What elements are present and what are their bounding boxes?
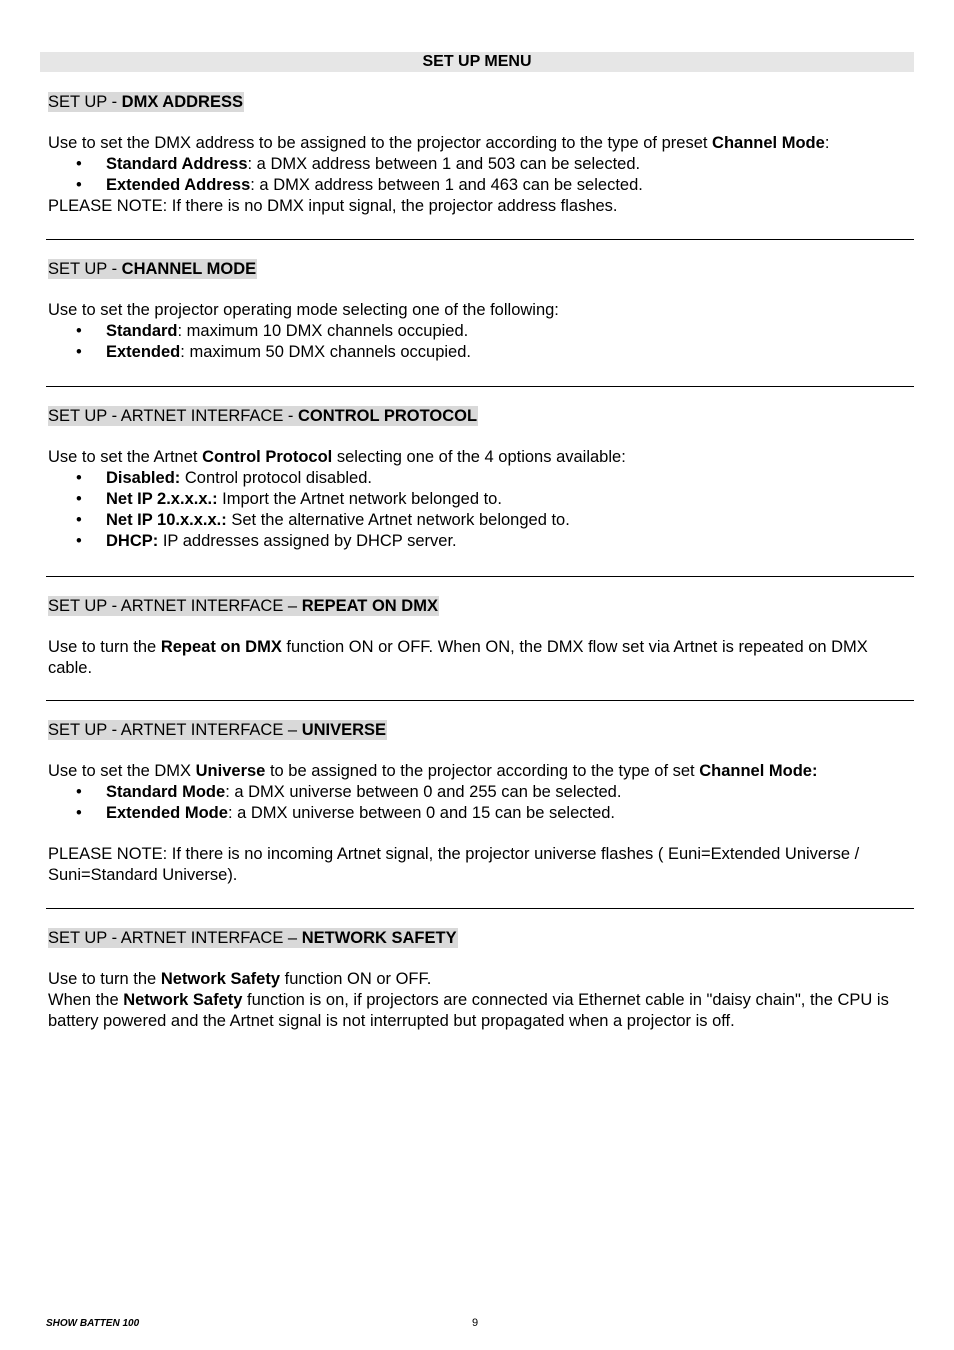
list-item: • Standard Mode: a DMX universe between 0 and 255 can be selected.	[48, 782, 912, 803]
list-item: • Extended Address: a DMX address between 1 and 463 can be selected.	[48, 175, 912, 196]
section-note: PLEASE NOTE: If there is no DMX input signal, the projector address flashes.	[48, 197, 618, 215]
section-divider	[46, 576, 914, 577]
bullet-list	[48, 468, 912, 552]
list-item: • Net IP 10.x.x.x.: Set the alternative Artnet network belonged to.	[48, 510, 912, 531]
section-repeat-on-dmx	[48, 596, 912, 679]
section-intro: Use to set the DMX Universe to be assigned to the projector according to the type of set Channel Mode:	[48, 762, 818, 780]
section-divider	[46, 386, 914, 387]
page-title: SET UP MENU	[40, 52, 914, 72]
list-item: • Net IP 2.x.x.x.: Import the Artnet network belonged to.	[48, 489, 912, 510]
list-item: • DHCP: IP addresses assigned by DHCP server.	[48, 531, 912, 552]
section-divider	[46, 700, 914, 701]
section-intro: Use to turn the Repeat on DMX function ON or OFF. When ON, the DMX flow set via Artnet is repeated on DMX cable.	[48, 638, 868, 677]
list-item: • Extended: maximum 50 DMX channels occupied.	[48, 342, 912, 363]
bullet-list	[48, 321, 912, 363]
list-item: • Standard: maximum 10 DMX channels occupied.	[48, 321, 912, 342]
section-intro: Use to set the Artnet Control Protocol selecting one of the 4 options available:	[48, 448, 626, 466]
list-item: • Disabled: Control protocol disabled.	[48, 468, 912, 489]
section-network-safety	[48, 928, 912, 1032]
section-heading: SET UP - DMX ADDRESS	[48, 93, 243, 111]
section-heading: SET UP - ARTNET INTERFACE – REPEAT ON DMX	[48, 597, 438, 615]
section-control-protocol	[48, 406, 912, 552]
footer-page-number: 9	[472, 1317, 479, 1329]
section-note: PLEASE NOTE: If there is no incoming Artnet signal, the projector universe flashes ( Euni=Extended Universe / Suni=Standard Universe).	[48, 845, 860, 884]
section-channel-mode	[48, 259, 912, 363]
section-heading: SET UP - ARTNET INTERFACE – UNIVERSE	[48, 721, 387, 739]
bullet-list	[48, 782, 912, 824]
section-heading: SET UP - CHANNEL MODE	[48, 260, 257, 278]
footer-product-name: SHOW BATTEN 100	[46, 1318, 140, 1329]
section-intro: Use to set the DMX address to be assigned to the projector according to the type of preset Channel Mode:	[48, 134, 830, 152]
section-divider	[46, 239, 914, 240]
section-universe	[48, 720, 912, 886]
bullet-list	[48, 154, 912, 196]
list-item: • Standard Address: a DMX address between 1 and 503 can be selected.	[48, 154, 912, 175]
section-dmx-address	[48, 92, 912, 217]
section-heading: SET UP - ARTNET INTERFACE - CONTROL PROTOCOL	[48, 407, 478, 425]
section-intro: Use to set the projector operating mode selecting one of the following:	[48, 301, 559, 319]
section-divider	[46, 908, 914, 909]
section-body: When the Network Safety function is on, if projectors are connected via Ethernet cable in "daisy chain", the CPU is battery powered and the Artnet signal is not interrupted but propagated when a projector is off.	[48, 991, 889, 1030]
section-heading: SET UP - ARTNET INTERFACE – NETWORK SAFETY	[48, 929, 457, 947]
section-intro: Use to turn the Network Safety function ON or OFF.	[48, 970, 432, 988]
list-item: • Extended Mode: a DMX universe between 0 and 15 can be selected.	[48, 803, 912, 824]
